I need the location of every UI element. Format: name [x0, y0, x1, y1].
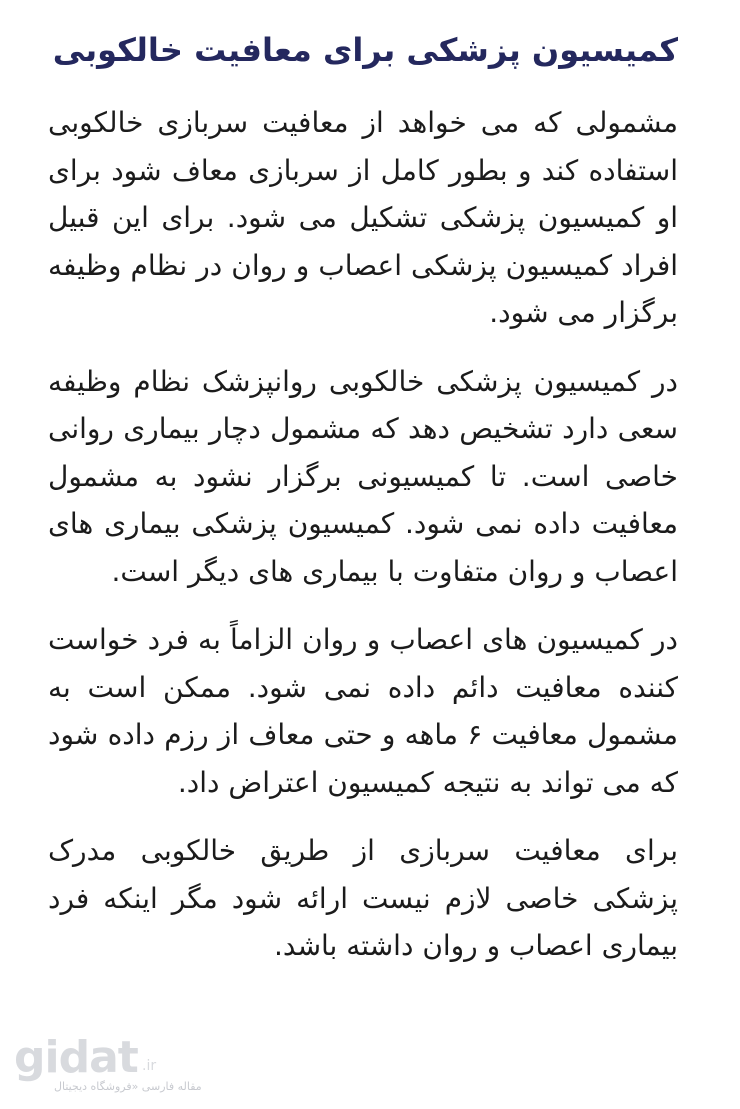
paragraph-3: در کمیسیون های اعصاب و روان الزاماً به فرد خواست کننده معافیت دائم داده نمی شود. ممکن است به مشمول معافیت ۶ ماهه و حتی معاف از رزم داده شود که می تواند به نتیجه کمیسیون اعتراض داد. [48, 623, 679, 799]
watermark-tld: .ir [142, 1058, 157, 1074]
paragraph-2: در کمیسیون پزشکی خالکوبی روانپزشک نظام وظیفه سعی دارد تشخیص دهد که مشمول دچار بیماری روانی خاصی است. تا کمیسیونی برگزار نشود به مشمول معافیت داده نمی شود. کمیسیون پزشکی بیماری های اعصاب و روان متفاوت با بیماری های دیگر است. [48, 364, 678, 588]
paragraph-4: برای معافیت سربازی از طریق خالکوبی مدرک پزشکی خاصی لازم نیست ارائه شود مگر اینکه فرد بیماری اعصاب و روان داشته باشد. [48, 834, 678, 962]
watermark [14, 1032, 202, 1096]
watermark-tagline: مقاله فارسی «فروشگاه دیجیتال [54, 1080, 202, 1093]
watermark-logo: gidat [14, 1032, 138, 1083]
article-title: کمیسیون پزشکی برای معافیت خالکوبی [52, 31, 678, 69]
paragraph-1: مشمولی که می خواهد از معافیت سربازی خالکوبی استفاده کند و بطور کامل از سربازی معاف شود برای او کمیسیون پزشکی تشکیل می شود. برای این قبیل افراد کمیسیون پزشکی اعصاب و روان در نظام وظیفه برگزار می شود. [48, 106, 678, 329]
